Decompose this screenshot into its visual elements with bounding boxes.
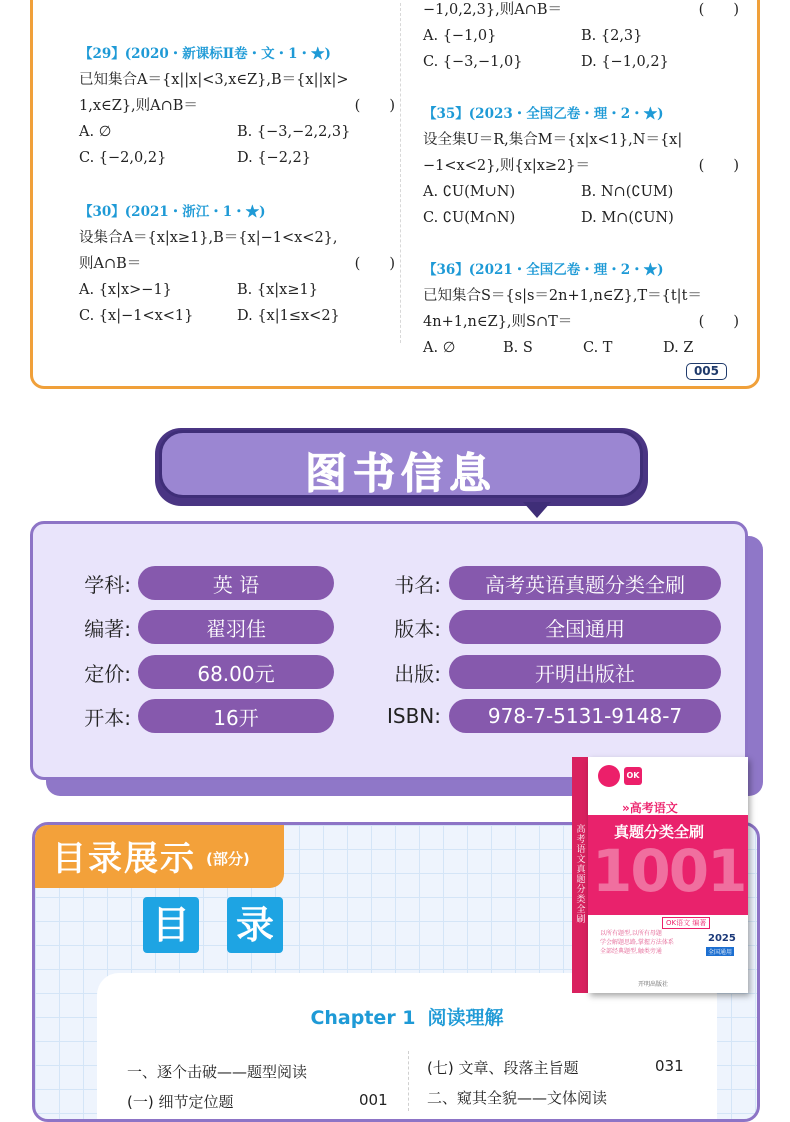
info-row-format — [63, 699, 334, 733]
mulu-char-1: 目 — [143, 897, 199, 953]
question-line: 4n+1,n∈Z},则S∩T＝ ( ) — [423, 309, 743, 335]
question-line: −1,0,2,3},则A∩B＝ ( ) — [423, 0, 743, 23]
format-label: 开本: — [84, 705, 131, 730]
toc-page: 031 — [655, 1057, 684, 1075]
question-35 — [423, 101, 743, 231]
isbn-label: ISBN: — [386, 704, 441, 728]
option-a: A. {−1,0} — [423, 28, 497, 44]
question-34-tail — [423, 0, 743, 75]
question-head: 【30】(2021・浙江・1・★) — [79, 204, 266, 220]
ok-logo-icon: OK — [624, 767, 642, 785]
option-a: A. {x|x>−1} — [79, 282, 172, 298]
book-slogan: 全部经典题型,触类旁通 — [600, 948, 662, 955]
page-number: 005 — [686, 363, 727, 380]
option-c: C. {−3,−1,0} — [423, 54, 523, 70]
option-c: C. {x|−1<x<1} — [79, 308, 194, 324]
option-b: B. {x|x≥1} — [237, 282, 318, 298]
option-d: D. M∩(∁UN) — [581, 210, 674, 226]
chapter-heading — [97, 1003, 717, 1030]
options — [79, 277, 399, 329]
subject-label: 学科: — [84, 572, 131, 597]
book-spine-text: 高考语文真题分类全刷 — [576, 825, 586, 925]
edition-label: 版本: — [394, 616, 441, 641]
option-d: D. Z — [663, 340, 694, 356]
option-d: D. {x|1≤x<2} — [237, 308, 340, 324]
book-info-card — [30, 521, 748, 780]
title-label: 书名: — [394, 572, 441, 597]
question-30 — [79, 199, 399, 329]
question-36 — [423, 257, 743, 361]
book-info-title-banner — [155, 428, 648, 506]
info-row-subject — [63, 566, 334, 600]
question-line: 1,x∈Z},则A∩B＝ ( ) — [79, 93, 399, 119]
option-d: D. {−2,2} — [237, 150, 311, 166]
right-column — [423, 0, 743, 361]
answer-paren: ( ) — [698, 314, 739, 330]
price-value: 68.00元 — [138, 655, 334, 689]
option-c: C. T — [583, 340, 613, 356]
publisher-label: 出版: — [394, 661, 441, 686]
mulu-char-2: 录 — [227, 897, 283, 953]
question-29 — [79, 41, 399, 171]
options — [423, 23, 743, 75]
options — [423, 179, 743, 231]
option-c: C. ∁U(M∩N) — [423, 210, 516, 226]
banner-pointer — [523, 502, 551, 518]
book-year-sub: 全国通用 — [708, 949, 733, 956]
info-row-editor — [63, 610, 334, 644]
option-c: C. {−2,0,2} — [79, 150, 167, 166]
subject-value: 英 语 — [138, 566, 334, 600]
question-line: 则A∩B＝ ( ) — [79, 251, 399, 277]
question-line: 已知集合A＝{x||x|<3,x∈Z},B＝{x||x|> — [79, 72, 349, 88]
book-author: OK语文 编著 — [662, 917, 710, 929]
option-a: A. ∅ — [79, 124, 112, 140]
toc-item: 二、窥其全貌——文体阅读 — [427, 1089, 608, 1107]
publisher-value: 开明出版社 — [449, 655, 721, 689]
catalog-tab-title: 目录展示 — [52, 839, 196, 879]
toc-divider — [408, 1051, 409, 1111]
question-head: 【29】(2020・新课标Ⅱ卷・文・1・★) — [79, 46, 331, 62]
answer-paren: ( ) — [698, 158, 739, 174]
publisher-logo-icon — [598, 765, 620, 787]
option-b: B. N∩(∁UM) — [581, 184, 674, 200]
answer-paren: ( ) — [354, 98, 395, 114]
question-head: 【35】(2023・全国乙卷・理・2・★) — [423, 106, 664, 122]
catalog-tab-subtitle: (部分) — [206, 850, 250, 868]
editor-value: 翟羽佳 — [138, 610, 334, 644]
option-a: A. ∅ — [423, 340, 456, 356]
info-row-isbn — [363, 699, 721, 733]
book-publisher: 开明出版社 — [638, 981, 669, 988]
question-line: 已知集合S＝{s|s＝2n+1,n∈Z},T＝{t|t＝ — [423, 288, 702, 304]
chapter-title: 阅读理解 — [427, 1007, 504, 1029]
info-row-edition — [363, 610, 721, 644]
toc-item: 一、逐个击破——题型阅读 — [127, 1063, 308, 1081]
question-head: 【36】(2021・全国乙卷・理・2・★) — [423, 262, 664, 278]
option-b: B. {−3,−2,2,3} — [237, 124, 351, 140]
toc-page: 001 — [359, 1091, 388, 1109]
options — [423, 335, 743, 361]
book-slogans — [600, 929, 696, 956]
option-a: A. ∁U(M∪N) — [423, 184, 516, 200]
option-d: D. {−1,0,2} — [581, 54, 669, 70]
info-row-publisher — [363, 655, 721, 689]
toc-item: (一) 细节定位题 — [127, 1093, 234, 1111]
book-slogan: 学会解题思路,掌握方法体系 — [600, 939, 674, 946]
book-year: 2025 — [708, 933, 736, 944]
book-slogan: 以所有题型,以所有母题 — [600, 930, 662, 937]
answer-paren: ( ) — [698, 2, 739, 18]
edition-value: 全国通用 — [449, 610, 721, 644]
banner-pill — [159, 430, 643, 498]
book-subject: »高考语文 — [622, 801, 678, 815]
book-info-title: 图书信息 — [304, 449, 497, 498]
price-label: 定价: — [84, 661, 131, 686]
chapter-number: Chapter 1 — [310, 1007, 416, 1029]
book-title: 真题分类全刷 — [614, 823, 705, 841]
format-value: 16开 — [138, 699, 334, 733]
info-row-title — [363, 566, 721, 600]
isbn-value: 978-7-5131-9148-7 — [449, 699, 721, 733]
book-front — [588, 757, 748, 993]
book-big-number: 1001 — [592, 837, 746, 905]
question-line: 设集合A＝{x|x≥1},B＝{x|−1<x<2}, — [79, 230, 338, 246]
answer-paren: ( ) — [354, 256, 395, 272]
editor-label: 编著: — [84, 616, 131, 641]
option-b: B. {2,3} — [581, 28, 643, 44]
question-line: 设全集U＝R,集合M＝{x|x<1},N＝{x| — [423, 132, 683, 148]
toc-item: (七) 文章、段落主旨题 — [427, 1059, 579, 1077]
column-divider — [400, 3, 401, 343]
question-page-panel — [30, 0, 760, 389]
title-value: 高考英语真题分类全刷 — [449, 566, 721, 600]
left-column — [79, 0, 399, 329]
option-b: B. S — [503, 340, 533, 356]
book-title-band — [588, 815, 748, 915]
catalog-tab — [32, 822, 284, 888]
info-row-price — [63, 655, 334, 689]
question-line: −1<x<2},则{x|x≥2}＝ ( ) — [423, 153, 743, 179]
book-cover — [572, 757, 748, 993]
options — [79, 119, 399, 171]
